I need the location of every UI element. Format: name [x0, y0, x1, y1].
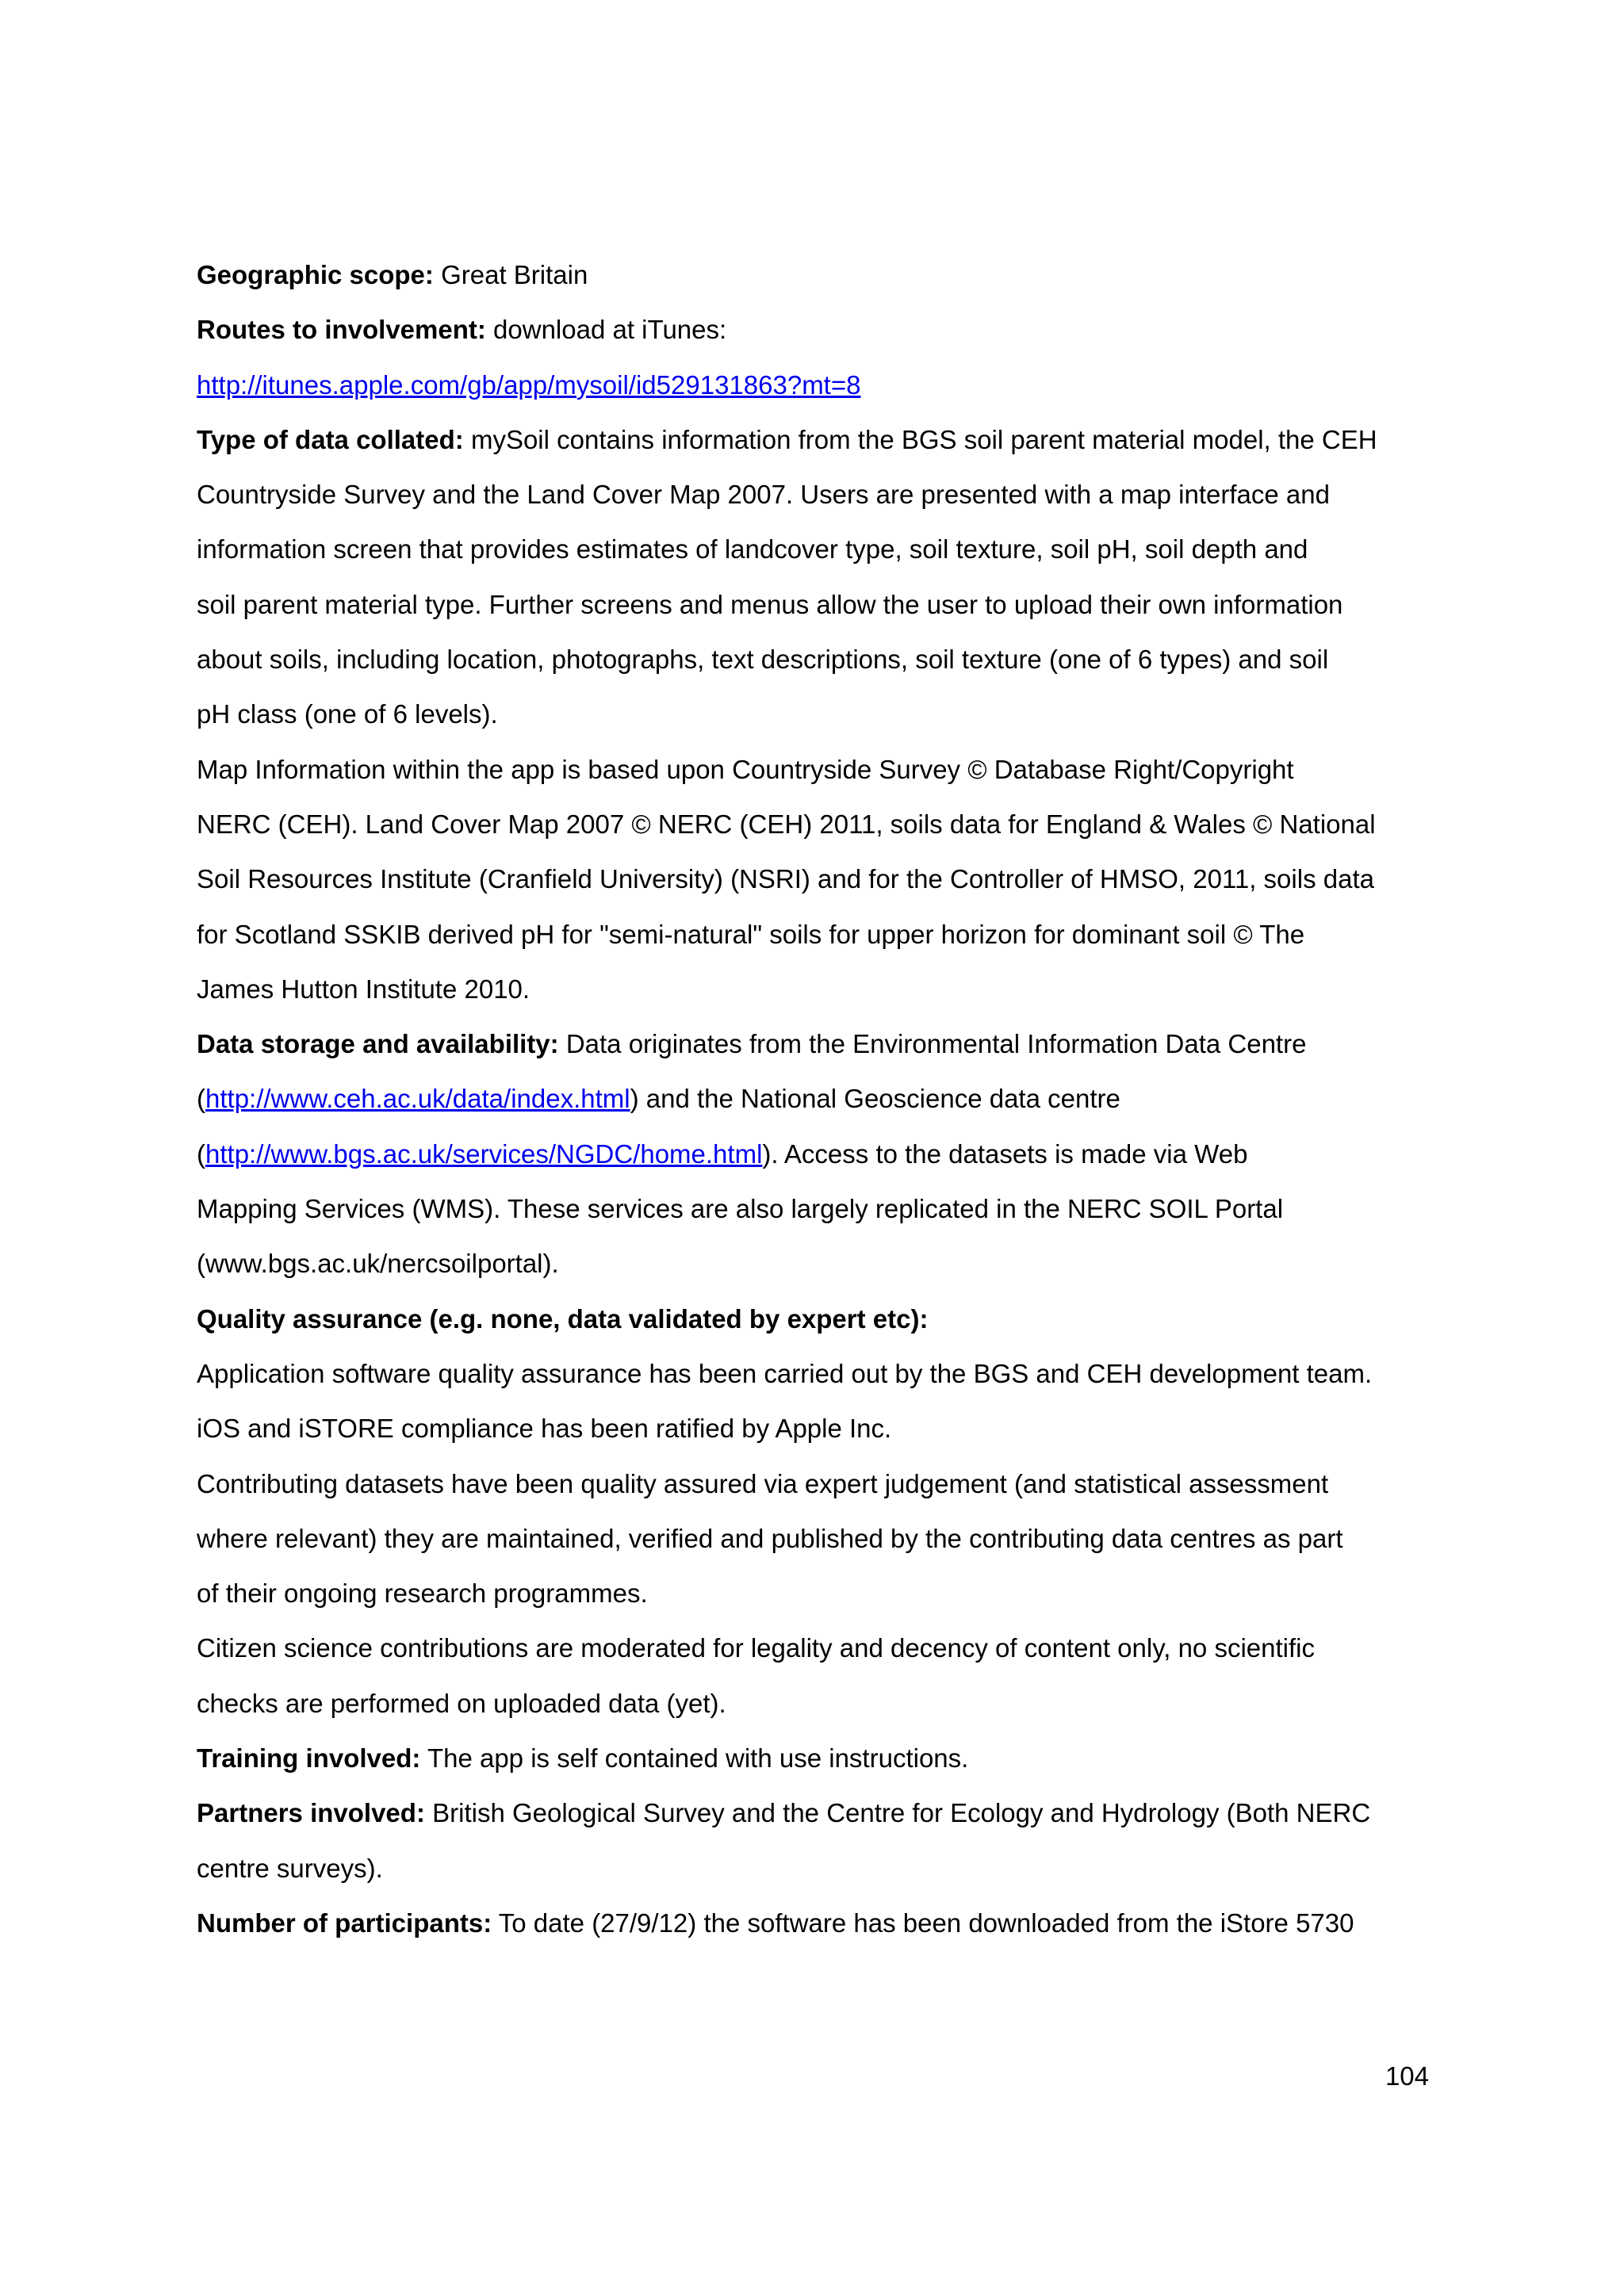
geographic-scope-value: Great Britain — [433, 260, 588, 289]
map-info-line-5: James Hutton Institute 2010. — [197, 974, 530, 1004]
qa-line-5: of their ongoing research programmes. — [197, 1578, 648, 1609]
partners-label: Partners involved: — [197, 1798, 425, 1828]
storage-line-1 — [197, 1016, 1434, 1071]
ceh-data-link[interactable]: http://www.ceh.ac.uk/data/index.html — [205, 1084, 630, 1114]
qa-line-2: iOS and iSTORE compliance has been ratified by Apple Inc. — [197, 1414, 892, 1444]
partners-line-1 — [197, 1785, 1434, 1840]
qa-line-6: Citizen science contributions are moderated for legality and decency of content only, no scientific — [197, 1633, 1315, 1663]
page-number: 104 — [1385, 2061, 1429, 2091]
training-label: Training involved: — [197, 1743, 421, 1774]
itunes-link[interactable]: http://itunes.apple.com/gb/app/mysoil/id529131863?mt=8 — [197, 369, 861, 400]
qa-line-1: Application software quality assurance has been carried out by the BGS and CEH development team. — [197, 1358, 1373, 1388]
geographic-scope-label: Geographic scope: — [197, 260, 434, 289]
type-line-4: soil parent material type. Further screens and menus allow the user to upload their own information — [197, 589, 1343, 619]
type-line-5: about soils, including location, photographs, text descriptions, soil texture (one of 6 types) and soil — [197, 645, 1329, 675]
type-line-2: Countryside Survey and the Land Cover Map 2007. Users are presented with a map interface and — [197, 480, 1330, 510]
type-line-1 — [197, 412, 1434, 467]
itunes-link-line — [197, 358, 1434, 412]
training-value: The app is self contained with use instructions. — [420, 1743, 969, 1774]
map-info-line-3: Soil Resources Institute (Cranfield University) (NSRI) and for the Controller of HMSO, 2011, soils data — [197, 864, 1374, 894]
type-line-3: information screen that provides estimates of landcover type, soil texture, soil pH, soil depth and — [197, 534, 1308, 564]
participants-value: To date (27/9/12) the software has been downloaded from the iStore 5730 — [492, 1908, 1354, 1938]
qa-line-3: Contributing datasets have been quality assured via expert judgement (and statistical assessment — [197, 1468, 1329, 1498]
routes-value: download at iTunes: — [485, 315, 727, 345]
storage-line-4: Mapping Services (WMS). These services are also largely replicated in the NERC SOIL Portal — [197, 1194, 1284, 1224]
storage-label: Data storage and availability: — [197, 1029, 559, 1059]
participants-line — [197, 1896, 1434, 1950]
qa-line-7: checks are performed on uploaded data (yet). — [197, 1688, 726, 1718]
map-info-line-4: for Scotland SSKIB derived pH for "semi-natural" soils for upper horizon for dominant soil © The — [197, 919, 1305, 949]
type-label: Type of data collated: — [197, 424, 464, 454]
routes-label: Routes to involvement: — [197, 315, 486, 345]
geographic-scope-line — [197, 247, 1434, 302]
page-body — [197, 247, 1434, 1950]
training-line — [197, 1731, 1434, 1785]
qa-line-4: where relevant) they are maintained, verified and published by the contributing data centres as part — [197, 1523, 1343, 1553]
type-text: mySoil contains information from the BGS soil parent material model, the CEH — [463, 424, 1377, 454]
storage-line-2 — [197, 1071, 1434, 1126]
map-info-line-2: NERC (CEH). Land Cover Map 2007 © NERC (CEH) 2011, soils data for England & Wales © National — [197, 809, 1376, 839]
partners-value: British Geological Survey and the Centre for Ecology and Hydrology (Both NERC — [424, 1798, 1371, 1828]
participants-label: Number of participants: — [197, 1908, 492, 1938]
storage-line-3 — [197, 1127, 1434, 1181]
routes-line — [197, 302, 1434, 357]
storage-open-paren-2: ( — [197, 1138, 205, 1169]
storage-after-link-1: ) and the National Geoscience data centre — [630, 1084, 1120, 1114]
map-info-line-1: Map Information within the app is based upon Countryside Survey © Database Right/Copyright — [197, 754, 1294, 784]
bgs-ngdc-link[interactable]: http://www.bgs.ac.uk/services/NGDC/home.html — [205, 1138, 763, 1169]
storage-after-link-2: ). Access to the datasets is made via Web — [762, 1138, 1248, 1169]
quality-assurance-heading: Quality assurance (e.g. none, data validated by expert etc): — [197, 1303, 929, 1334]
storage-text: Data originates from the Environmental Information Data Centre — [558, 1029, 1307, 1059]
type-line-6: pH class (one of 6 levels). — [197, 699, 498, 729]
storage-line-5: (www.bgs.ac.uk/nercsoilportal). — [197, 1249, 559, 1279]
partners-line-2: centre surveys). — [197, 1853, 383, 1883]
storage-open-paren: ( — [197, 1084, 205, 1114]
